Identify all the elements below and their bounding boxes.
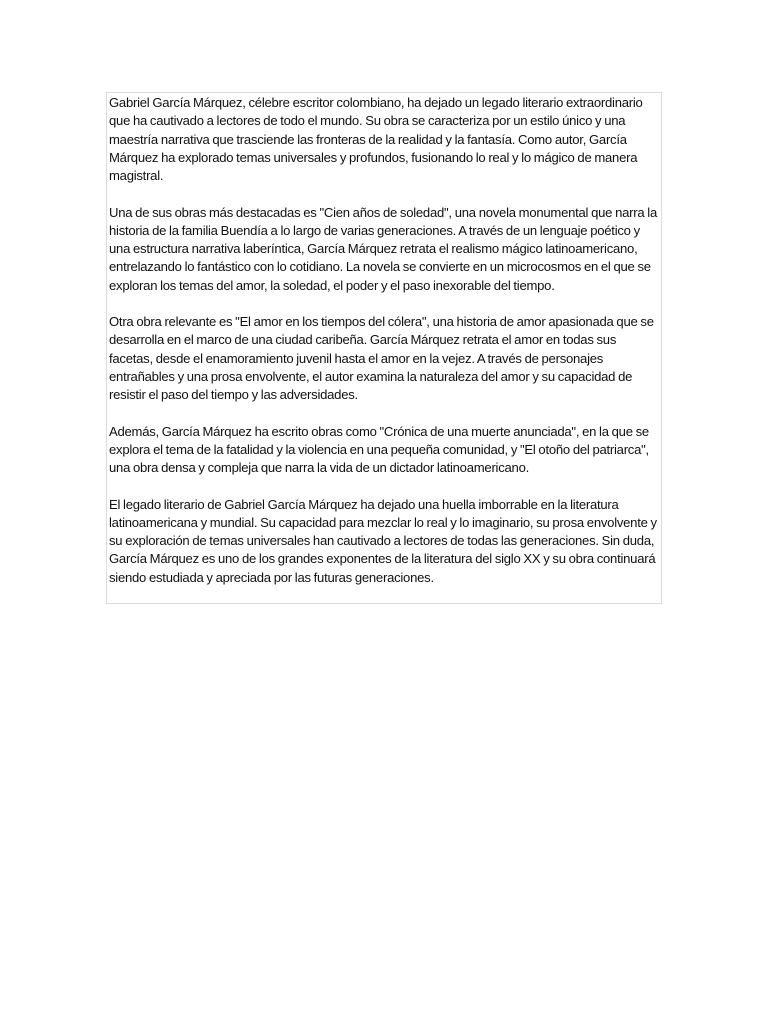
paragraph-spacer [109,185,660,203]
paragraph-spacer [109,295,660,313]
paragraph-legado: El legado literario de Gabriel García Márquez ha dejado una huella imborrable en la literatura latinoamericana y mundial. Su capacidad para mezclar lo real y lo imaginario, su prosa envolvente y su exploración de temas universales han cautivado a lectores de todas las generaciones. Sin duda, García Márquez es uno de los grandes exponentes de la literatura del siglo XX y su obra continuará siendo estudiada y apreciada por las futuras generaciones. [109,496,657,585]
paragraph-cien-anos: Una de sus obras más destacadas es "Cien años de soledad", una novela monumental que narra la historia de la familia Buendía a lo largo de varias generaciones. A través de un lenguaje poético y una estructura narrativa laberíntica, García Márquez retrata el realismo mágico latinoamericano, entrelazando lo fantástico con lo cotidiano. La novela se convierte en un microcosmos en el que se exploran los temas del amor, la soledad, el poder y el paso inexorable del tiempo. [109,204,657,293]
paragraph-spacer [109,477,660,495]
paragraph-amor-colera: Otra obra relevante es "El amor en los tiempos del cólera", una historia de amor apasionada que se desarrolla en el marco de una ciudad caribeña. García Márquez retrata el amor en todas sus facetas, desde el enamoramiento juvenil hasta el amor en la vejez. A través de personajes entrañables y una prosa envolvente, el autor examina la naturaleza del amor y su capacidad de resistir el paso del tiempo y las adversidades. [109,314,654,402]
paragraph-intro: Gabriel García Márquez, célebre escritor colombiano, ha dejado un legado literario extraordinario que ha cautivado a lectores de todo el mundo. Su obra se caracteriza por un estilo único y una maestría narrativa que trasciende las fronteras de la realidad y la fantasía. Como autor, García Márquez ha explorado temas universales y profundos, fusionando lo real y lo mágico de manera magistral. [109,95,643,183]
paragraph-otras-obras: Además, García Márquez ha escrito obras como "Crónica de una muerte anunciada", en la que se explora el tema de la fatalidad y la violencia en una pequeña comunidad, y "El otoño del patriarca", una obra densa y compleja que narra la vida de un dictador latinoamericano. [109,423,649,475]
document-text-box [106,92,662,604]
paragraph-spacer [109,404,660,422]
